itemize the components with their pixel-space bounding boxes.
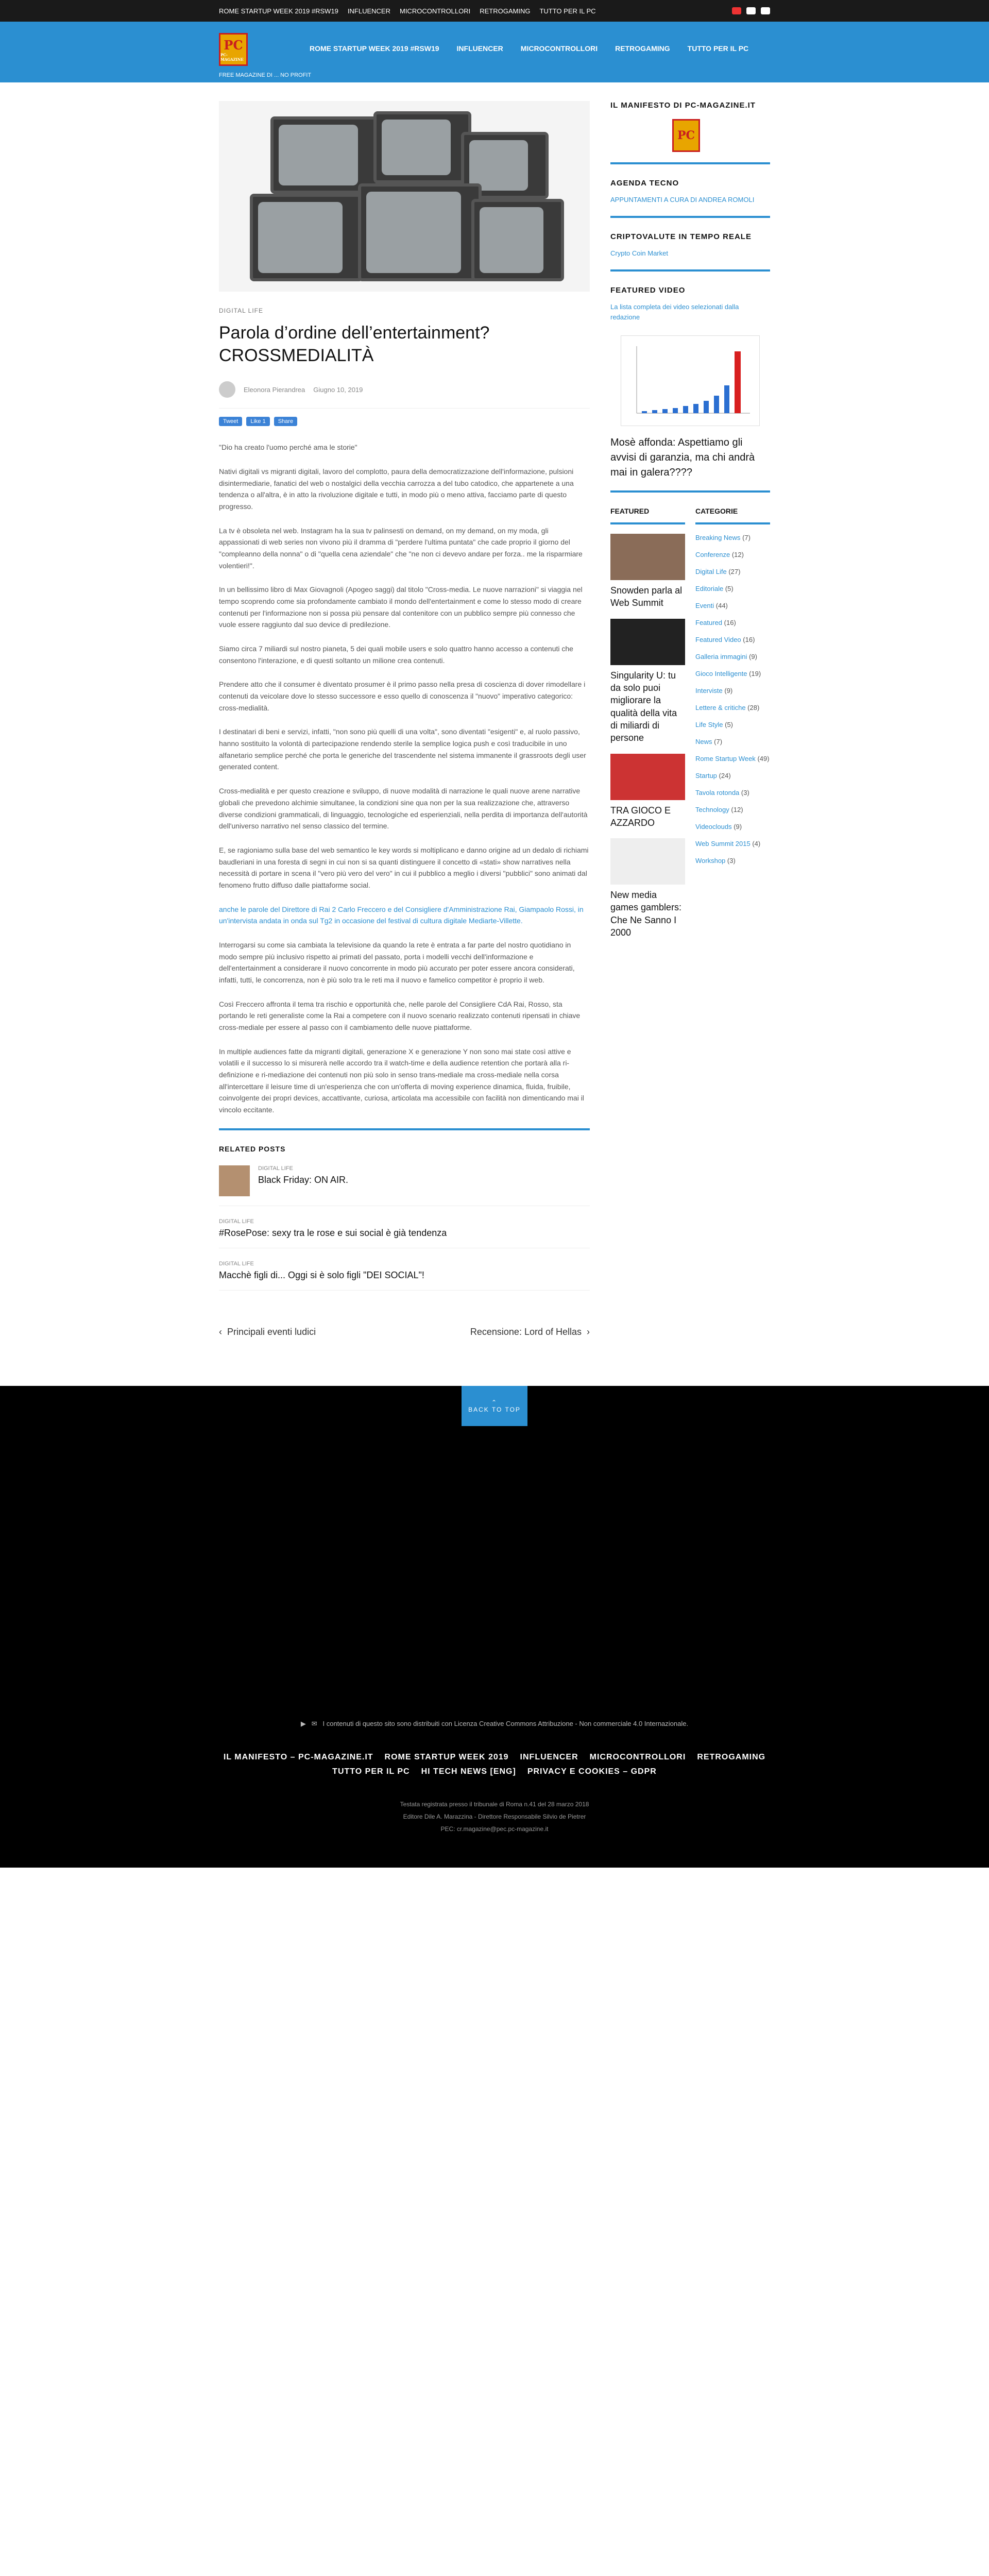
paragraph: Siamo circa 7 miliardi sul nostro pianeta, 5 dei quali mobile users e solo quattro hanno accesso a contenuti che consentono l'interazione, e di questi soltanto un milione crea contenuti.: [219, 645, 573, 665]
category-link[interactable]: News: [695, 738, 712, 746]
title-line-1: Parola d’ordine dell’entertainment?: [219, 323, 490, 343]
category-item[interactable]: [695, 670, 770, 677]
featured-thumb[interactable]: [610, 838, 685, 885]
video-title[interactable]: Mosè affonda: Aspettiamo gli avvisi di garanzia, ma chi andrà mai in galera????: [610, 437, 755, 479]
related-item[interactable]: [219, 1218, 590, 1248]
category-link[interactable]: Eventi: [695, 602, 714, 610]
related-category: DIGITAL LIFE: [258, 1165, 293, 1172]
manifesto-logo[interactable]: PC: [672, 119, 700, 152]
category-count: (24): [719, 772, 731, 780]
footer-nav-item[interactable]: IL MANIFESTO – PC-MAGAZINE.IT: [223, 1752, 373, 1761]
logo-text: PC: [224, 37, 243, 53]
author-avatar: [219, 381, 235, 398]
related-item[interactable]: [219, 1165, 590, 1206]
related-title[interactable]: Black Friday: ON AIR.: [258, 1174, 349, 1185]
category-count: (27): [728, 568, 741, 576]
category-count: (7): [742, 534, 751, 542]
category-count: (16): [724, 619, 736, 627]
manifesto-widget: [610, 101, 770, 164]
sidebar: [610, 101, 770, 1337]
category-link[interactable]: Rome Startup Week: [695, 755, 756, 763]
category-item[interactable]: [695, 653, 770, 660]
post-navigation: [219, 1327, 590, 1337]
related-category: DIGITAL LIFE: [219, 1260, 254, 1267]
nav-item[interactable]: MICROCONTROLLORI: [520, 44, 598, 53]
featured-thumb[interactable]: [610, 534, 685, 580]
site-tagline: FREE MAGAZINE DI ... NO PROFIT: [219, 72, 312, 78]
youtube-icon[interactable]: ▶: [300, 1719, 306, 1727]
back-to-top-button[interactable]: [462, 1386, 527, 1426]
category-item[interactable]: [695, 721, 770, 728]
featured-thumb[interactable]: [610, 619, 685, 665]
tweet-button[interactable]: Tweet: [219, 417, 242, 426]
logo-sub: PC-MAGAZINE: [220, 52, 244, 62]
related-category: DIGITAL LIFE: [219, 1218, 254, 1225]
featured-item-title: Snowden parla al Web Summit: [610, 585, 683, 608]
featured-video-widget: [610, 286, 770, 493]
related-thumb[interactable]: [219, 1165, 250, 1196]
paragraph: La tv è obsoleta nel web. Instagram ha la sua tv palinsesti on demand, on my demand, on my moda, gli appassionati di web series non vivono più il dramma di "perdere l'ultima puntata" che cade proprio il giorno del "compleanno della nonna" o di "quella cena aziendale" che "ne non ci devevo andare per forza.. me la risparmiare volentieri!".: [219, 526, 583, 570]
related-heading: RELATED POSTS: [219, 1144, 286, 1153]
mail-icon[interactable]: [761, 7, 770, 14]
category-item[interactable]: [695, 857, 770, 865]
category-count: (16): [743, 636, 755, 644]
paragraph: I destinatari di beni e servizi, infatti, "non sono più quelli di una volta", sono diventati "esigenti" e, al ruolo passivo, hanno sostituito la volontà di partecipazione rendendo sterile la semplice logica push e così traducibile in uno alfanetario semplice perché che porta le generiche del trascendente nel sistema immanente il grassroots degli user generated content.: [219, 727, 586, 771]
footer-nav-item[interactable]: TUTTO PER IL PC: [332, 1767, 410, 1776]
category-link[interactable]: Videoclouds: [695, 823, 732, 831]
category-item[interactable]: [695, 738, 770, 745]
category-link[interactable]: Breaking News: [695, 534, 741, 542]
footer-nav-item[interactable]: INFLUENCER: [520, 1752, 578, 1761]
featured-column: [610, 507, 685, 939]
topbar-link[interactable]: MICROCONTROLLORI: [399, 7, 471, 15]
category-item[interactable]: [695, 687, 770, 694]
article-body: [219, 442, 590, 1115]
nav-item[interactable]: TUTTO PER IL PC: [687, 44, 749, 53]
category-count: (12): [731, 551, 744, 559]
spacer: [0, 1337, 989, 1386]
topbar-link[interactable]: INFLUENCER: [347, 7, 390, 15]
featured-and-categories: [610, 507, 770, 939]
site-header: [0, 22, 989, 82]
footer-nav-item[interactable]: RETROGAMING: [697, 1752, 766, 1761]
post-title: [219, 321, 590, 367]
category-count: (9): [749, 653, 757, 661]
category-count: (3): [741, 789, 749, 797]
category-item[interactable]: [695, 823, 770, 831]
category-link[interactable]: Tavola rotonda: [695, 789, 740, 797]
backtop-wrap: [0, 1386, 989, 1426]
share-button[interactable]: Share: [274, 417, 297, 426]
category-item[interactable]: [695, 806, 770, 814]
title-line-2: CROSSMEDIALITÀ: [219, 346, 374, 366]
social-links: [732, 7, 770, 14]
next-post-link[interactable]: Recensione: Lord of Hellas ›: [470, 1326, 590, 1337]
agenda-link[interactable]: APPUNTAMENTI A CURA DI ANDREA ROMOLI: [610, 196, 755, 204]
chevron-up-icon: ⌃: [491, 1398, 498, 1406]
license-note: [0, 1720, 989, 1728]
crypto-link[interactable]: Crypto Coin Market: [610, 249, 668, 257]
footer-nav-item[interactable]: HI TECH NEWS [ENG]: [421, 1767, 516, 1776]
topbar-link[interactable]: TUTTO PER IL PC: [539, 7, 596, 15]
featured-item-title: New media games gamblers: Che Ne Sanno I 2000: [610, 890, 682, 938]
footer-nav-item[interactable]: PRIVACY E COOKIES – GDPR: [527, 1767, 657, 1776]
featured-item[interactable]: [610, 838, 685, 939]
category-item[interactable]: [695, 619, 770, 626]
related-title[interactable]: Macchè figli di... Oggi si è solo figli "DEI SOCIAL"!: [219, 1269, 424, 1280]
featured-video-link[interactable]: La lista completa dei video selezionati dalla redazione: [610, 302, 739, 321]
paragraph: E, se ragioniamo sulla base del web semantico le key words si moltiplicano e danno origine ad un dedalo di richiami baudleriani in una foresta di segni in cui non si sa quanti distinguere il concetto di «stati» show narratives nella necessità di portare in scena il "vero più vero del vero" in cui il pubblico a meglio i diversi "pubblici" sono animati dal fenomeno frutto diffuso dalle piattaforme social.: [219, 845, 589, 889]
related-title[interactable]: #RosePose: sexy tra le rose e sui social è già tendenza: [219, 1227, 447, 1238]
post-date: Giugno 10, 2019: [313, 385, 363, 394]
widget-title: FEATURED VIDEO: [610, 285, 686, 295]
category-item[interactable]: [695, 772, 770, 779]
category-item[interactable]: [695, 840, 770, 848]
widget-title: CRIPTOVALUTE IN TEMPO REALE: [610, 232, 752, 241]
featured-thumb[interactable]: [610, 754, 685, 800]
featured-heading: FEATURED: [610, 507, 685, 524]
featured-item[interactable]: [610, 754, 685, 829]
category-item[interactable]: [695, 568, 770, 575]
next-post-title: Recensione: Lord of Hellas: [470, 1326, 582, 1337]
category-count: (44): [715, 602, 728, 610]
category-item[interactable]: [695, 534, 770, 541]
category-count: (28): [747, 704, 760, 712]
category-count: (19): [749, 670, 761, 678]
topbar-link[interactable]: RETROGAMING: [480, 7, 531, 15]
category-item[interactable]: [695, 755, 770, 762]
category-item[interactable]: [695, 636, 770, 643]
category-count: (4): [752, 840, 761, 848]
category-item[interactable]: [695, 585, 770, 592]
paragraph: Nativi digitali vs migranti digitali, lavoro del complotto, paura della democratizzazione dell'informazione, pulsioni disintermediarie, fanatici del web o nostalgici della vecchia carrozza a del tubo catodico, che appartenete a una tendenza o all'altra, è in atto la rivoluzione digitale e tutti, in modo più o meno attiva, facciamo parte di questo progresso.: [219, 467, 574, 511]
share-buttons: [219, 417, 590, 426]
category-item[interactable]: [695, 551, 770, 558]
category-count: (5): [725, 585, 734, 593]
category-link[interactable]: Digital Life: [695, 568, 727, 576]
prev-post-link[interactable]: ‹ Principali eventi ludici: [219, 1326, 316, 1337]
category-link[interactable]: Life Style: [695, 721, 723, 729]
category-link[interactable]: Featured Video: [695, 636, 741, 644]
article-link[interactable]: anche le parole del Direttore di Rai 2 Carlo Freccero e del Consigliere d'Amministrazione Rai, Giampaolo Rossi, in un'intervista andata in onda sul Tg2 in occasione del festival di cultura digitale Mediarte-Villette.: [219, 905, 584, 925]
category-count: (3): [727, 857, 736, 865]
nav-item[interactable]: ROME STARTUP WEEK 2019 #RSW19: [310, 44, 439, 53]
category-link[interactable]: Lettere & critiche: [695, 704, 746, 712]
crypto-widget: [610, 232, 770, 272]
category-count: (9): [724, 687, 733, 695]
category-count: (49): [757, 755, 770, 763]
author-name[interactable]: Eleonora Pierandrea: [244, 385, 305, 394]
agenda-widget: [610, 179, 770, 218]
site-logo[interactable]: [219, 33, 248, 66]
youtube-icon[interactable]: [732, 7, 741, 14]
twitter-icon[interactable]: [746, 7, 756, 14]
paragraph: Così Freccero affronta il tema tra rischio e opportunità che, nelle parole del Consigliere CdA Rai, Rosso, sta portando le reti generaliste come la Rai a competere con il nuovo scenario realizzato contenuti ripensati in chiave cross-mediale per essere al passo con il cambiamento delle nuove piattaforme.: [219, 999, 581, 1031]
fine-line: PEC: cr.magazine@pec.pc-magazine.it: [440, 1825, 549, 1833]
featured-item[interactable]: [610, 619, 685, 744]
category-link[interactable]: Interviste: [695, 687, 723, 695]
category-item[interactable]: [695, 789, 770, 796]
category-link[interactable]: Workshop: [695, 857, 726, 865]
category-link[interactable]: Featured: [695, 619, 723, 627]
paragraph: Interrogarsi su come sia cambiata la televisione da quando la rete è entrata a far parte del nostro quotidiano in modo sempre più inclusivo rispetto ai primati del passato, porta i modelli vecchi dell'informazione e dell'entertainment a considerare il nuovo concorrente in modo più accurato per poter essere ancora considerati, infatti, tutti, le concorrenza, non è più solo tra le reti ma il nuovo e famelico competitor è proprio il web.: [219, 940, 575, 984]
related-item[interactable]: [219, 1261, 590, 1291]
footer-fine-print: [0, 1798, 989, 1835]
fine-line: Testata registrata presso il tribunale di Roma n.41 del 28 marzo 2018: [400, 1800, 589, 1808]
widget-title: AGENDA TECNO: [610, 179, 679, 188]
like-button[interactable]: Like 1: [246, 417, 269, 426]
fine-line: Editore Dile A. Marazzina - Direttore Responsabile Silvio de Pietrer: [403, 1812, 586, 1820]
hero-image: [219, 101, 590, 292]
footer-nav-item[interactable]: MICROCONTROLLORI: [589, 1752, 686, 1761]
category-link[interactable]: Startup: [695, 772, 717, 780]
paragraph-link: [219, 904, 590, 927]
paragraph: "Dio ha creato l'uomo perché ama le storie": [219, 443, 357, 452]
site-footer: [0, 1386, 989, 1868]
widget-title: IL MANIFESTO DI PC-MAGAZINE.IT: [610, 101, 756, 110]
category-link[interactable]: Editoriale: [695, 585, 724, 593]
category-count: (7): [714, 738, 723, 746]
paragraph: In multiple audiences fatte da migranti digitali, generazione X e generazione Y non sono mai state così attive e volatili e il successo lo si misurerà nelle accordo tra il watch-time e della audience retention che portarà alla ri-definizione e ri-mediazione dei contenuti non più solo in senso trans-mediale ma cross-mediale nella corsa all'intercettare il leisure time di un'esperienza che con un'offerta di moving experience dinamica, fluida, fruibile, coinvolgente dei propri devices, accattivante, curiosa, articolata ma accessibile con facilità non dimenticando mai il vincolo eccitante.: [219, 1047, 584, 1114]
prev-post-title: Principali eventi ludici: [227, 1326, 316, 1337]
category-count: (12): [731, 806, 743, 814]
category-link[interactable]: Technology: [695, 806, 729, 814]
paragraph: In un bellissimo libro di Max Giovagnoli (Apogeo saggi) dal titolo "Cross-media. Le nuove narrazioni" si viaggia nel tempo scoprendo come sia profondamente cambiato il mondo dell'entertainment e come lo stesso modo di creare contenuti per l'informazione non si possa più pensare dal contenitore con un pubblico sempre più connesso che vuole essere raggiunto dal suo device di predilezione.: [219, 585, 583, 629]
paragraph: Cross-medialità e per questo creazione e sviluppo, di nuove modalità di narrazione le quali nuove arene narrative globali che prevedono alchimie simultanee, la condizioni sine qua non per la sua realizzazione che, attraverso diverse condizioni grammaticali, di linguaggio, tecnologiche ed esperienziali, nella perdita di importanza dell'autorità dell'universo narrativo nel senso classico del termine.: [219, 787, 588, 831]
category-item[interactable]: [695, 602, 770, 609]
category-link[interactable]: Web Summit 2015: [695, 840, 751, 848]
category-count: (5): [725, 721, 733, 729]
categories-column: [695, 507, 770, 939]
featured-item-title: TRA GIOCO E AZZARDO: [610, 805, 671, 828]
post-category[interactable]: DIGITAL LIFE: [219, 307, 264, 314]
category-item[interactable]: [695, 704, 770, 711]
main-nav: [310, 44, 766, 53]
main-content: [219, 101, 590, 1337]
twitter-icon[interactable]: ✉: [311, 1719, 317, 1727]
footer-nav: [0, 1753, 989, 1782]
license-text: I contenuti di questo sito sono distribuiti con Licenza Creative Commons Attribuzione - Non commerciale 4.0 Internazionale.: [322, 1719, 689, 1727]
back-to-top-label: BACK TO TOP: [468, 1405, 521, 1413]
top-bar: [0, 0, 989, 22]
divider: [219, 1128, 590, 1130]
video-thumbnail[interactable]: [621, 335, 760, 426]
category-link[interactable]: Galleria immagini: [695, 653, 747, 661]
footer-nav-item[interactable]: ROME STARTUP WEEK 2019: [384, 1752, 509, 1761]
topbar-link[interactable]: ROME STARTUP WEEK 2019 #RSW19: [219, 7, 338, 15]
category-link[interactable]: Conferenze: [695, 551, 730, 559]
featured-item-title: Singularity U: tu da solo puoi migliorare la qualità della vita di miliardi di persone: [610, 670, 677, 743]
categories-heading: CATEGORIE: [695, 507, 770, 524]
nav-item[interactable]: RETROGAMING: [615, 44, 670, 53]
category-link[interactable]: Gioco Intelligente: [695, 670, 747, 678]
related-posts: [219, 1145, 590, 1291]
category-count: (9): [734, 823, 742, 831]
post-meta: [219, 381, 590, 409]
paragraph: Prendere atto che il consumer è diventato prosumer è il primo passo nella presa di coscienza di dover rimodellare i contenuti da veicolare dove lo stesso successore e esso quello di conoscenza il "nuovo" imperativo categorico: cross-medialità.: [219, 680, 586, 712]
featured-item[interactable]: [610, 534, 685, 609]
nav-item[interactable]: INFLUENCER: [456, 44, 503, 53]
